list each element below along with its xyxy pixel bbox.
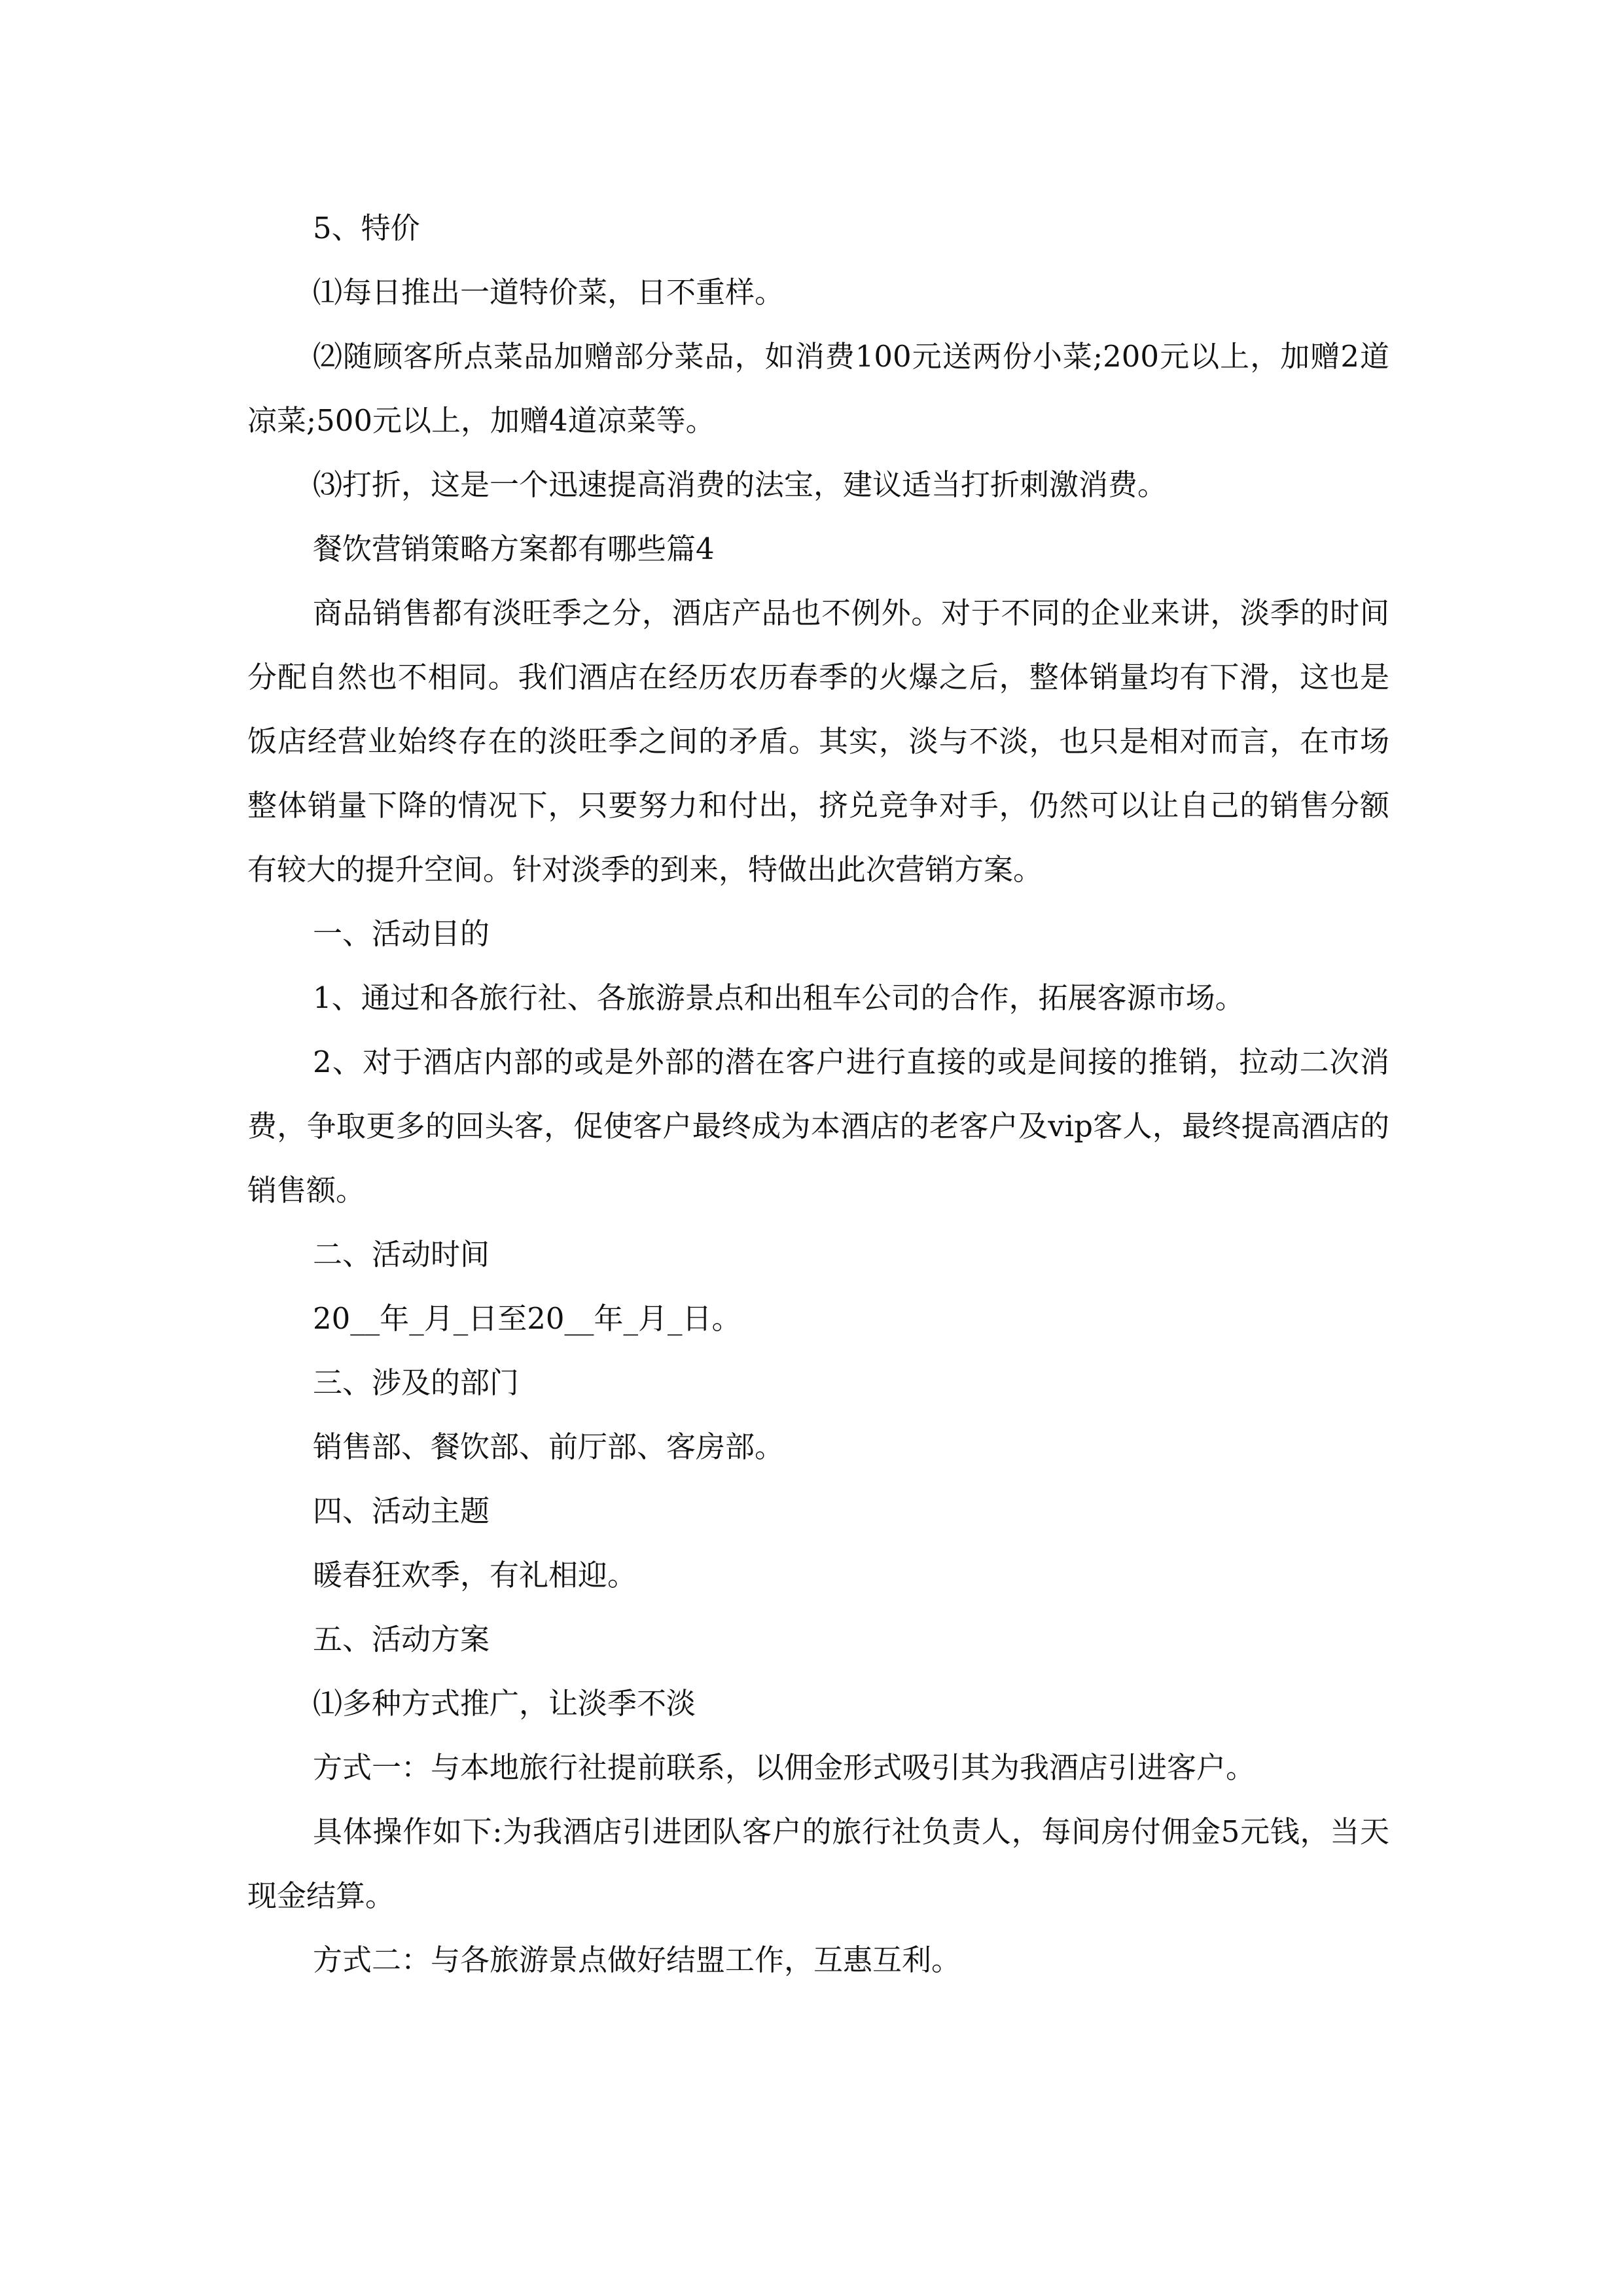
- heading-activity-theme: 四、活动主题: [313, 1494, 490, 1528]
- heading-special-price: 5、特价: [313, 211, 420, 245]
- heading-departments: 三、涉及的部门: [313, 1365, 520, 1400]
- paragraph-bonus-dishes: ⑵随顾客所点菜品加赠部分菜品，如消费100元送两份小菜;200元以上，加赠2道凉菜;500元以上，加赠4道凉菜等。: [247, 339, 1389, 438]
- paragraph-date-range: 20__年_月_日至20__年_月_日。: [313, 1301, 741, 1336]
- paragraph-theme: 暖春狂欢季，有礼相迎。: [313, 1558, 637, 1592]
- paragraph-promotion-methods: ⑴多种方式推广，让淡季不淡: [313, 1686, 696, 1721]
- heading-activity-time: 二、活动时间: [313, 1237, 490, 1272]
- paragraph-purpose-2: 2、对于酒店内部的或是外部的潜在客户进行直接的或是间接的推销，拉动二次消费，争取更多的回头客，促使客户最终成为本酒店的老客户及vip客人，最终提高酒店的销售额。: [247, 1045, 1389, 1208]
- paragraph-discount: ⑶打折，这是一个迅速提高消费的法宝，建议适当打折刺激消费。: [313, 467, 1168, 502]
- document-body: [247, 196, 1389, 1992]
- section-title-part-4: 餐饮营销策略方案都有哪些篇4: [313, 531, 715, 566]
- paragraph-method-two: 方式二：与各旅游景点做好结盟工作，互惠互利。: [313, 1943, 961, 1977]
- paragraph-daily-special: ⑴每日推出一道特价菜，日不重样。: [313, 275, 785, 310]
- paragraph-method-one-details: 具体操作如下:为我酒店引进团队客户的旅行社负责人，每间房付佣金5元钱，当天现金结算。: [247, 1814, 1389, 1913]
- paragraph-departments: 销售部、餐饮部、前厅部、客房部。: [313, 1429, 785, 1464]
- heading-activity-plan: 五、活动方案: [313, 1622, 490, 1657]
- paragraph-method-one: 方式一：与本地旅行社提前联系，以佣金形式吸引其为我酒店引进客户。: [313, 1750, 1256, 1785]
- paragraph-off-season-intro: 商品销售都有淡旺季之分，酒店产品也不例外。对于不同的企业来讲，淡季的时间分配自然也不相同。我们酒店在经历农历春季的火爆之后，整体销量均有下滑，这也是饭店经营业始终存在的淡旺季之间的矛盾。其实，淡与不淡，也只是相对而言，在市场整体销量下降的情况下，只要努力和付出，挤兑竞争对手，仍然可以让自己的销售分额有较大的提升空间。针对淡季的到来，特做出此次营销方案。: [247, 596, 1389, 887]
- heading-activity-purpose: 一、活动目的: [313, 916, 490, 951]
- paragraph-purpose-1: 1、通过和各旅行社、各旅游景点和出租车公司的合作，拓展客源市场。: [313, 980, 1245, 1015]
